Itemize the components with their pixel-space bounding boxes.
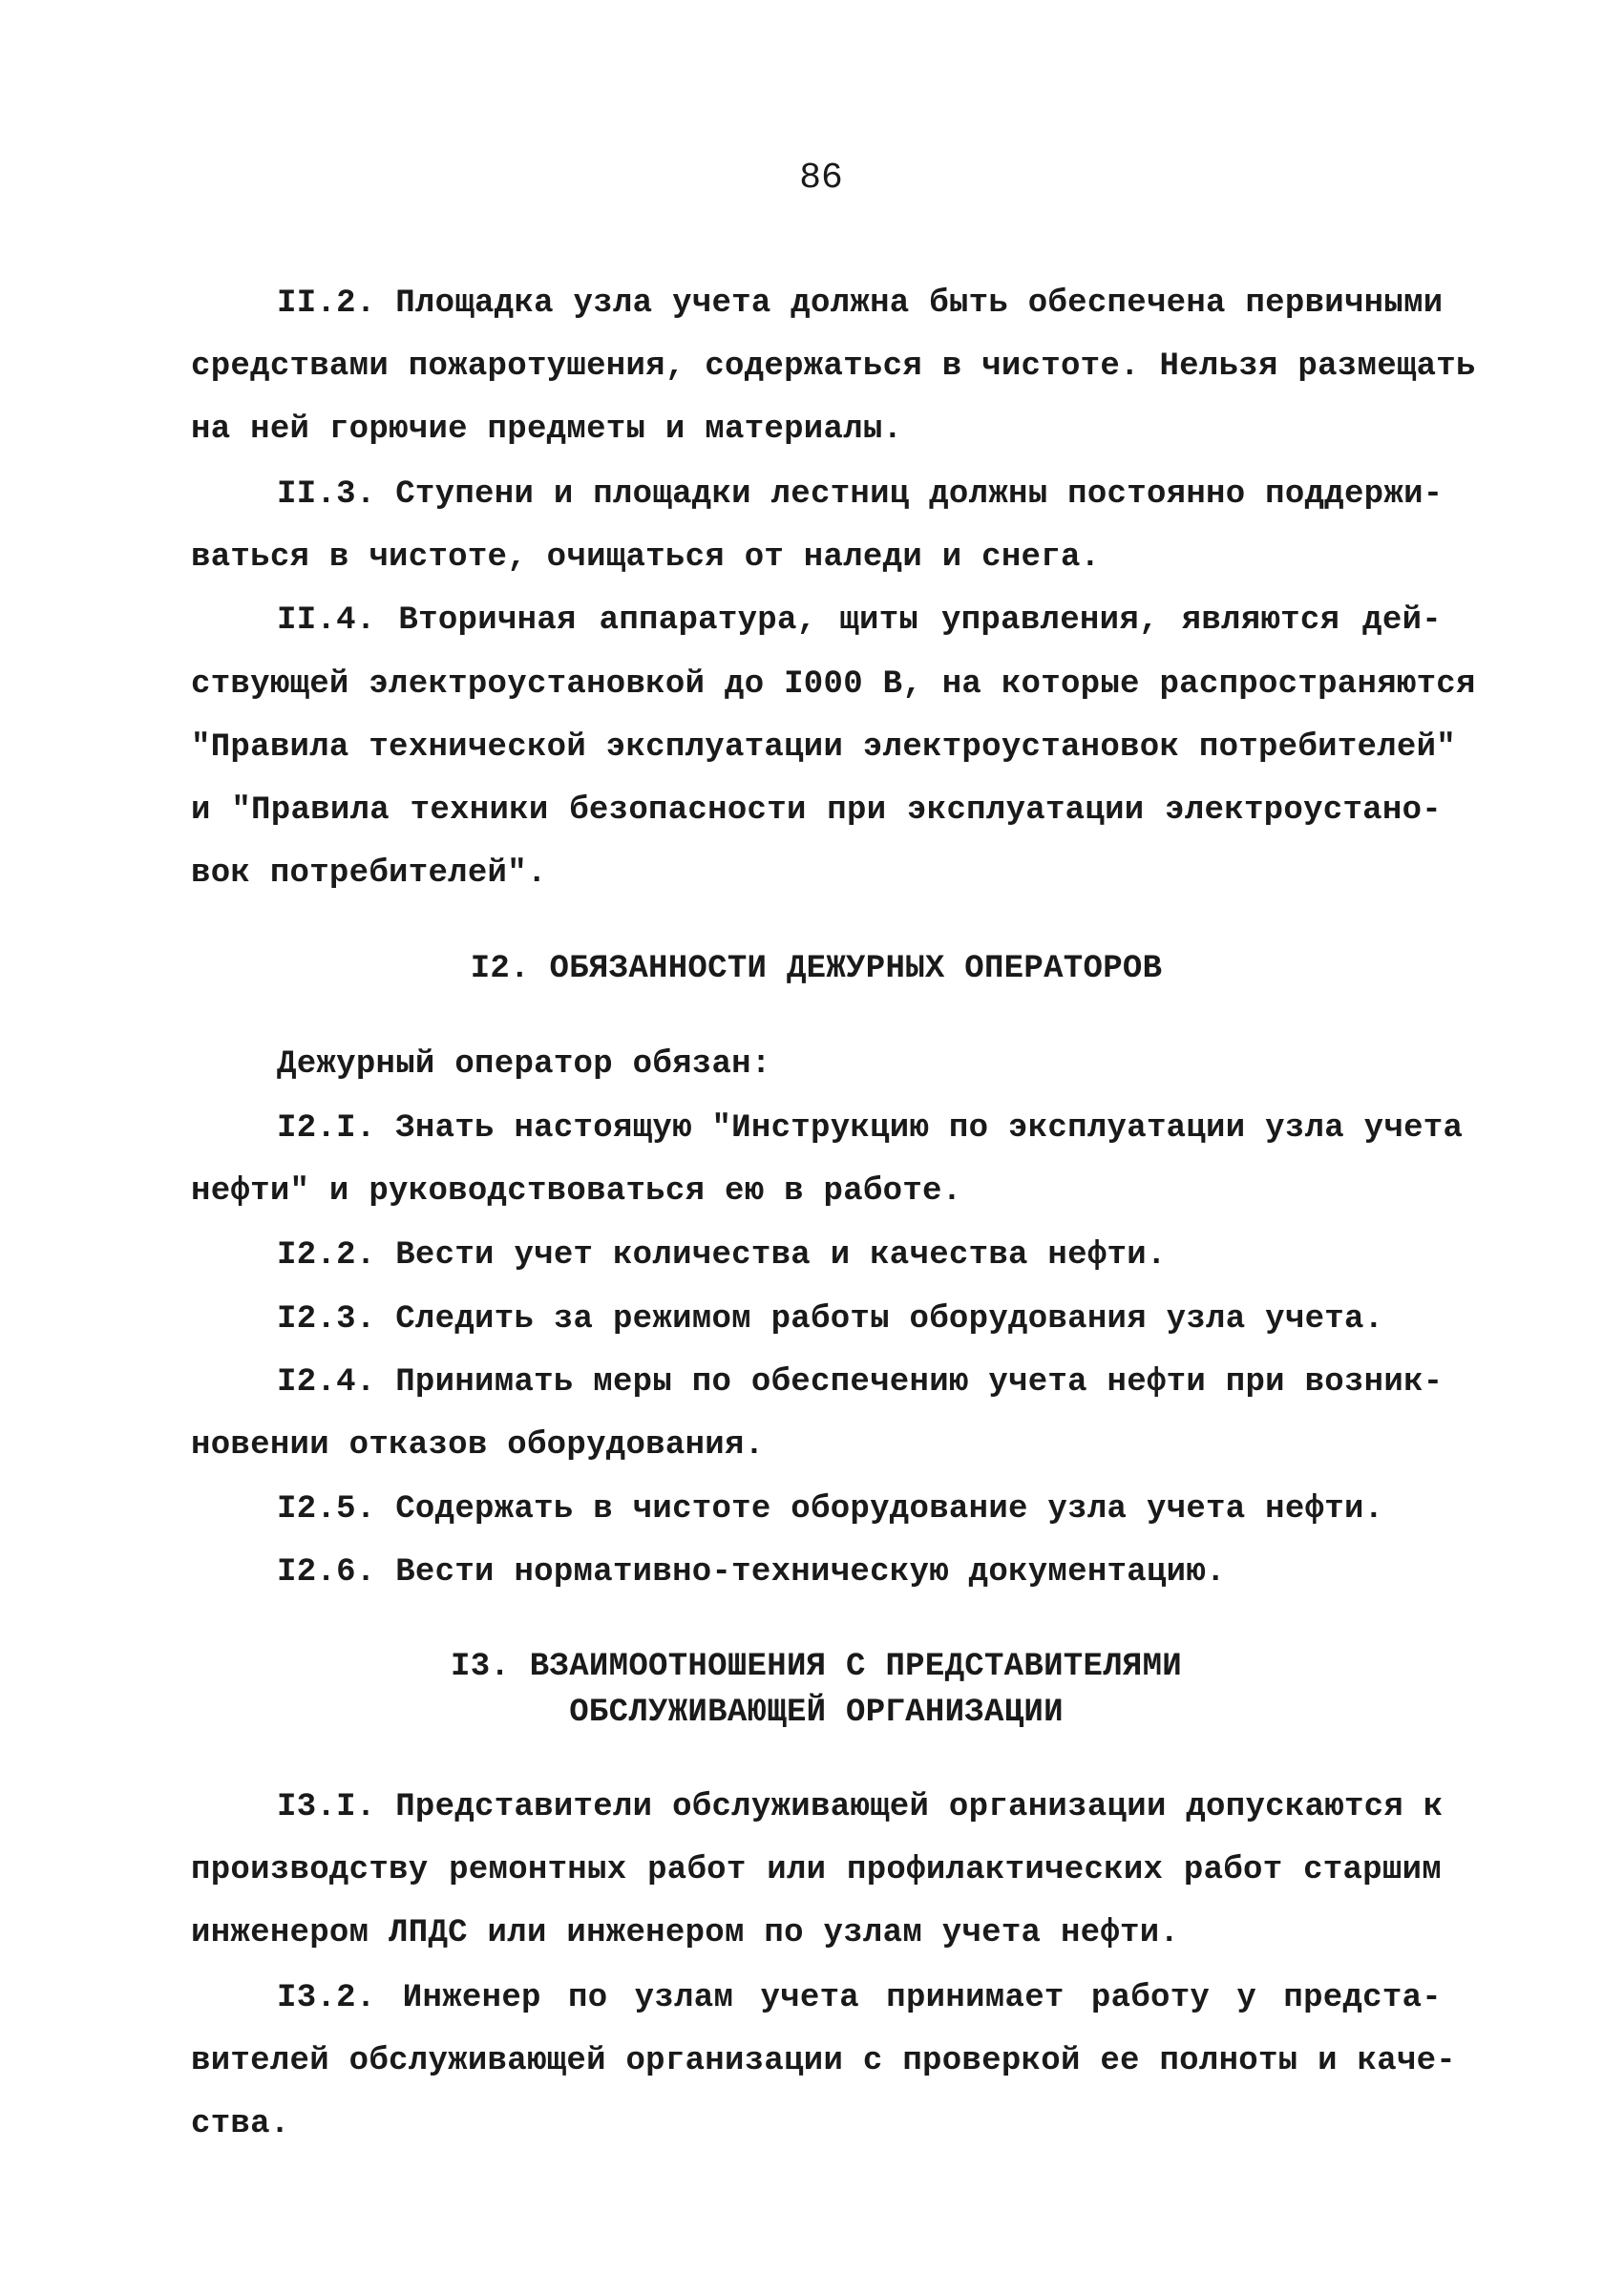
para-11-4-line-3: "Правила технической эксплуатации электроустановок потребителей" <box>191 729 1457 766</box>
section-13-heading-line-1: I3. ВЗАИМООТНОШЕНИЯ С ПРЕДСТАВИТЕЛЯМИ <box>450 1649 1183 1685</box>
para-13-1-line-1: I3.I. Представители обслуживающей организации допускаются к <box>277 1789 1444 1825</box>
para-12-4-line-1: I2.4. Принимать меры по обеспечению учета нефти при возник- <box>277 1364 1444 1401</box>
para-11-2-line-3: на ней горючие предметы и материалы. <box>191 411 903 448</box>
para-11-3-line-2: ваться в чистоте, очищаться от наледи и снега. <box>191 539 1101 576</box>
para-11-4-line-5: вок потребителей". <box>191 855 547 892</box>
para-12-2: I2.2. Вести учет количества и качества нефти. <box>277 1237 1167 1274</box>
para-11-4-line-2: ствующей электроустановкой до I000 В, на которые распространяются <box>191 666 1476 703</box>
para-12-5: I2.5. Содержать в чистоте оборудование узла учета нефти. <box>277 1491 1384 1528</box>
para-11-4-line-4: и "Правила техники безопасности при эксплуатации электроустано- <box>191 792 1442 829</box>
para-13-1-line-3: инженером ЛПДС или инженером по узлам учета нефти. <box>191 1915 1180 1951</box>
section-12-heading: I2. ОБЯЗАННОСТИ ДЕЖУРНЫХ ОПЕРАТОРОВ <box>470 951 1163 987</box>
page-number: 86 <box>799 158 843 199</box>
para-12-1-line-2: нефти" и руководствоваться ею в работе. <box>191 1173 962 1210</box>
para-13-2-line-3: ства. <box>191 2106 290 2142</box>
para-11-3-line-1: II.3. Ступени и площадки лестниц должны постоянно поддержи- <box>277 476 1444 513</box>
para-12-1-line-1: I2.I. Знать настоящую "Инструкцию по эксплуатации узла учета <box>277 1110 1464 1147</box>
para-11-2-line-1: II.2. Площадка узла учета должна быть обеспечена первичными <box>277 285 1444 322</box>
para-13-1-line-2: производству ремонтных работ или профилактических работ старшим <box>191 1852 1442 1888</box>
para-11-4-line-1: II.4. Вторичная аппаратура, щиты управления, являются дей- <box>277 602 1442 639</box>
section-12-intro: Дежурный оператор обязан: <box>277 1046 771 1083</box>
section-13-heading-line-2: ОБСЛУЖИВАЮЩЕЙ ОРГАНИЗАЦИИ <box>569 1695 1064 1731</box>
para-13-2-line-2: вителей обслуживающей организации с проверкой ее полноты и каче- <box>191 2043 1457 2079</box>
para-13-2-line-1: I3.2. Инженер по узлам учета принимает работу у предста- <box>277 1980 1442 2016</box>
para-12-4-line-2: новении отказов оборудования. <box>191 1427 765 1464</box>
para-12-6: I2.6. Вести нормативно-техническую документацию. <box>277 1554 1226 1591</box>
para-11-2-line-2: средствами пожаротушения, содержаться в чистоте. Нельзя размещать <box>191 348 1476 385</box>
para-12-3: I2.3. Следить за режимом работы оборудования узла учета. <box>277 1301 1384 1338</box>
